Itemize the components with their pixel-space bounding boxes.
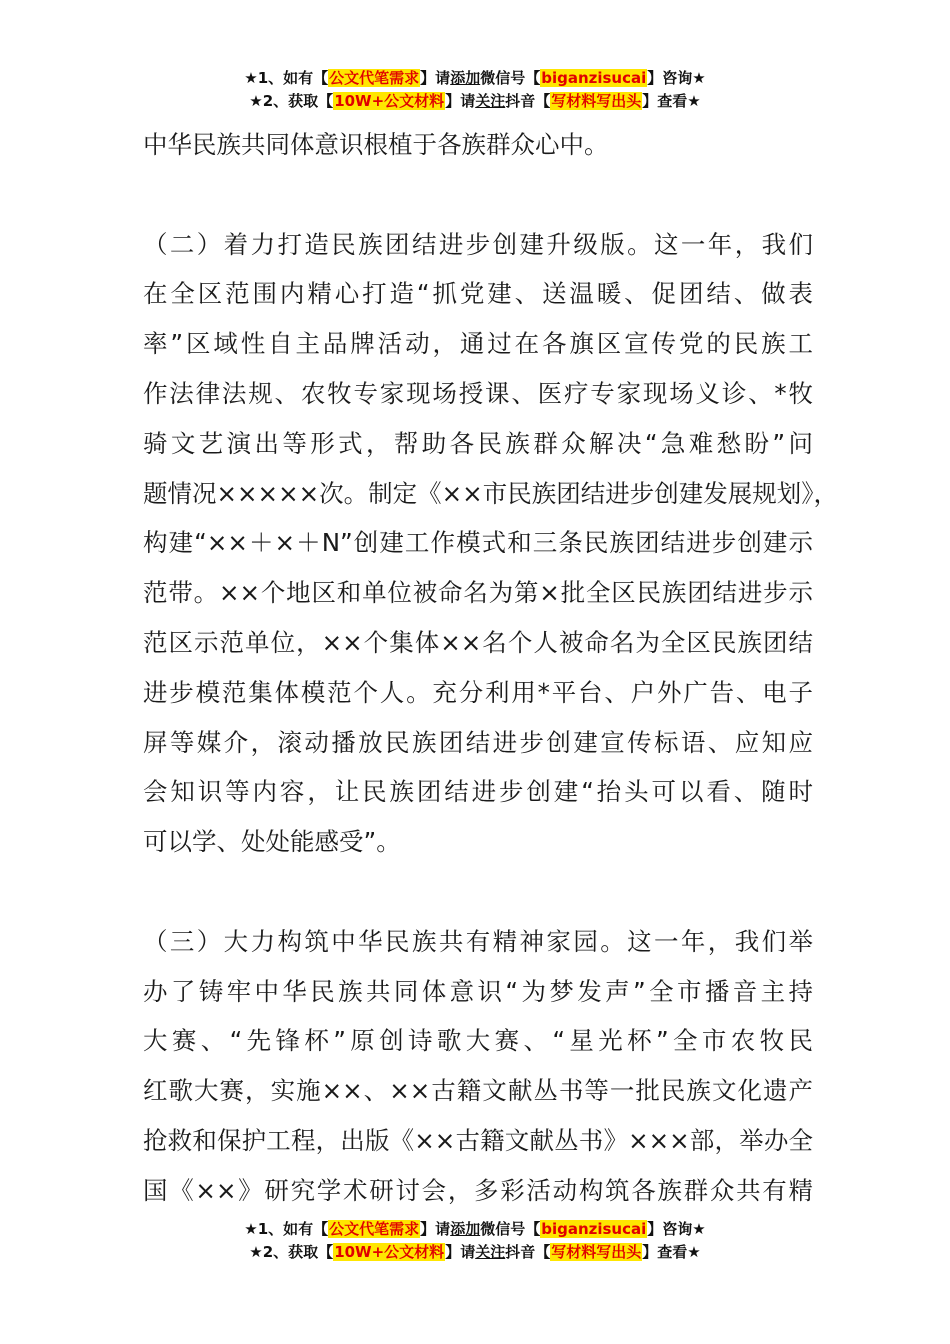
text-line: 范区示范单位，××个集体××名个人被命名为全区民族团结 (143, 627, 813, 657)
banner-highlight: 公文代笔需求 (329, 69, 420, 87)
text-line: 题情况×××××次。制定《××市民族团结进步创建发展规划》， (143, 478, 838, 508)
banner-line-2 (0, 90, 950, 113)
banner-text: ★1、如有【 (244, 1220, 329, 1238)
text-line: 在全区范围内精心打造“抓党建、送温暖、促团结、做表 (143, 279, 813, 309)
banner-text: 】请 (445, 92, 476, 110)
text-line: （二）着力打造民族团结进步创建升级版。这一年，我们 (143, 229, 813, 259)
banner-text: 微信号【 (480, 1220, 541, 1238)
text-line: （三）大力构筑中华民族共有精神家园。这一年，我们举 (143, 926, 813, 956)
banner-line-1 (0, 1218, 950, 1241)
banner-line-1 (0, 67, 950, 90)
banner-text: 】查看★ (642, 92, 701, 110)
banner-underline: 关注 (475, 92, 506, 110)
banner-text: 微信号【 (480, 69, 541, 87)
text-line: 屏等媒介，滚动播放民族团结进步创建宣传标语、应知应 (143, 727, 813, 757)
banner-highlight: biganzisucai (541, 69, 647, 87)
text-line: 会知识等内容，让民族团结进步创建“抬头可以看、随时 (143, 777, 813, 807)
banner-underline: 添加 (450, 69, 481, 87)
banner-text: 】查看★ (642, 1243, 701, 1261)
text-line: 作法律法规、农牧专家现场授课、医疗专家现场义诊、*牧 (143, 378, 813, 408)
text-line: 红歌大赛，实施××、××古籍文献丛书等一批民族文化遗产 (143, 1076, 813, 1106)
banner-text: 】请 (420, 1220, 451, 1238)
text-line: 骑文艺演出等形式，帮助各民族群众解决“急难愁盼”问 (143, 428, 813, 458)
banner-highlight: 10W+公文材料 (334, 1243, 445, 1261)
banner-text: ★1、如有【 (244, 69, 329, 87)
banner-text: ★2、获取【 (249, 1243, 334, 1261)
banner-highlight: 写材料写出头 (551, 92, 642, 110)
banner-underline: 关注 (475, 1243, 506, 1261)
banner-text: 抖音【 (505, 92, 551, 110)
text-line: 国《××》研究学术研讨会，多彩活动构筑各族群众共有精 (143, 1175, 813, 1205)
paragraph-1 (143, 120, 813, 170)
paragraph-3 (143, 917, 813, 1216)
banner-text: ★2、获取【 (249, 92, 334, 110)
text-line: 构建“××＋×＋N”创建工作模式和三条民族团结进步创建示 (143, 528, 813, 558)
banner-highlight: biganzisucai (541, 1220, 647, 1238)
text-line: 中华民族共同体意识根植于各族群众心中。 (143, 130, 609, 159)
text-line: 大赛、“先锋杯”原创诗歌大赛、“星光杯”全市农牧民 (143, 1026, 813, 1056)
footer-banner (0, 1218, 950, 1264)
banner-highlight: 写材料写出头 (551, 1243, 642, 1261)
text-line: 办了铸牢中华民族共同体意识“为梦发声”全市播音主持 (143, 976, 813, 1006)
document-body (143, 120, 838, 1216)
banner-text: 】咨询★ (647, 1220, 706, 1238)
banner-text: 】咨询★ (647, 69, 706, 87)
text-line: 进步模范集体模范个人。充分利用*平台、户外广告、电子 (143, 677, 813, 707)
banner-highlight: 公文代笔需求 (329, 1220, 420, 1238)
banner-text: 】请 (420, 69, 451, 87)
paragraph-2 (143, 220, 838, 867)
header-banner (0, 67, 950, 113)
banner-underline: 添加 (450, 1220, 481, 1238)
text-line: 率”区域性自主品牌活动，通过在各旗区宣传党的民族工 (143, 329, 813, 359)
banner-text: 】请 (445, 1243, 476, 1261)
banner-text: 抖音【 (505, 1243, 551, 1261)
text-line: 范带。××个地区和单位被命名为第×批全区民族团结进步示 (143, 578, 813, 608)
text-line: 可以学、处处能感受”。 (143, 827, 401, 857)
banner-line-2 (0, 1241, 950, 1264)
text-line: 抢救和保护工程，出版《××古籍文献丛书》×××部，举办全 (143, 1125, 813, 1155)
banner-highlight: 10W+公文材料 (334, 92, 445, 110)
